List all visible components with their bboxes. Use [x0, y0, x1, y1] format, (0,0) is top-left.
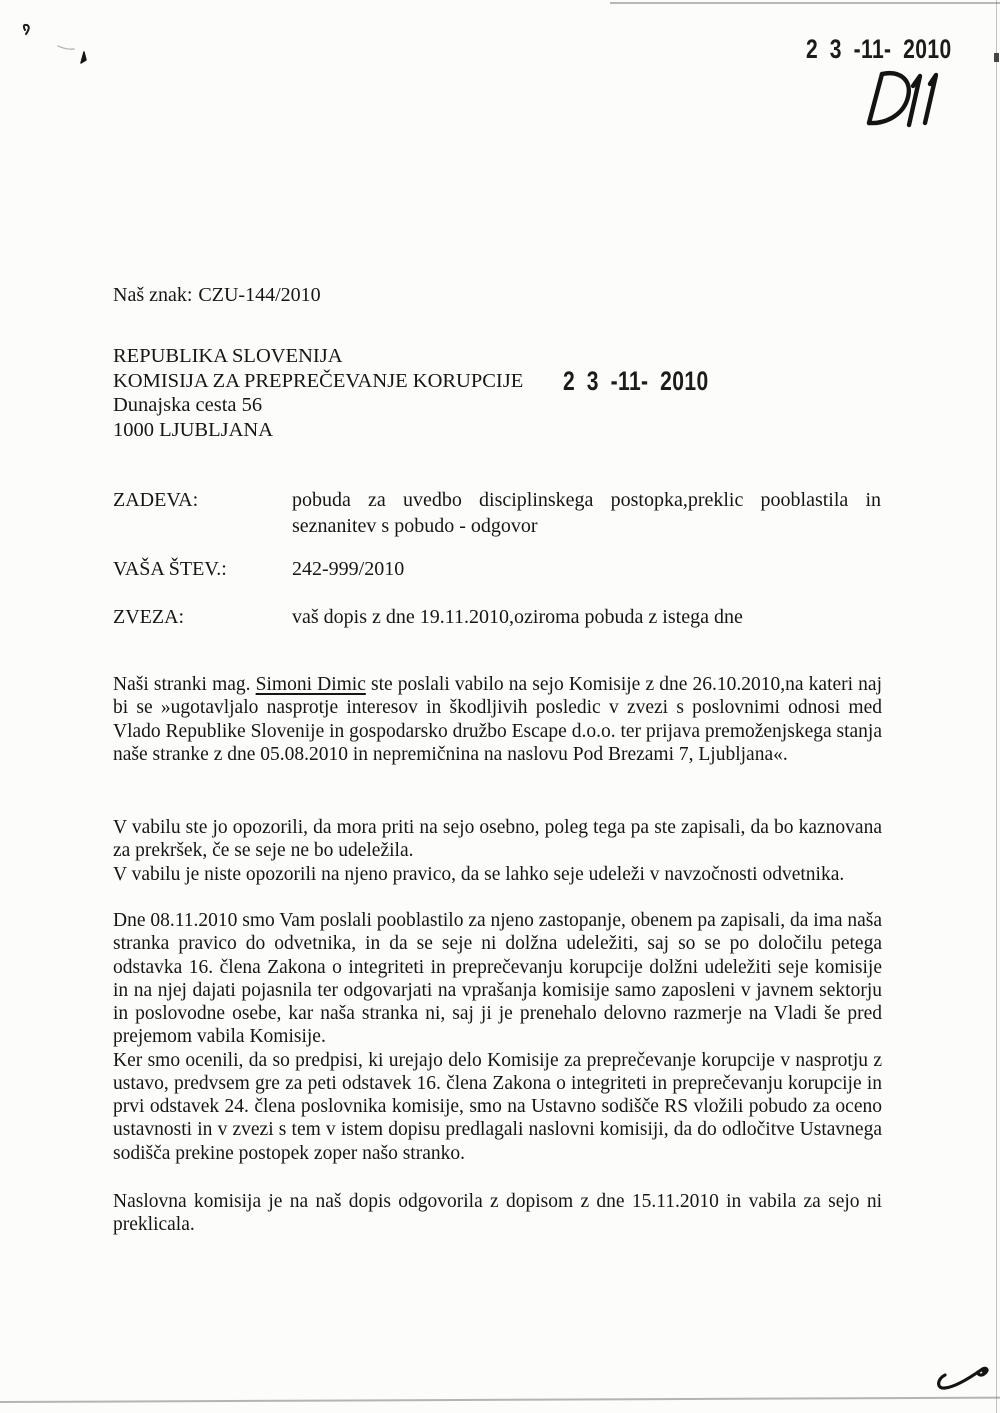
- reference-number: [113, 284, 321, 307]
- client-name-underlined: Simoni Dimic: [255, 674, 366, 695]
- reference-label: Naš znak:: [113, 284, 193, 306]
- recipient-country: REPUBLIKA SLOVENIJA: [113, 345, 343, 367]
- paragraph-warning: [113, 816, 882, 886]
- paragraph-authorization-text: Dne 08.11.2010 smo Vam poslali pooblastilo za njeno zastopanje, obenem pa zapisali, da ima naša stranka pravico do odvetnika, in da se seje ni dolžna udeležiti, saj so se po določilu petega odstavka 16. člena Zakona o integriteti in preprečevanju korupcije dolžni udeležiti seje komisije in na njej dajati pojasnila ter odgovarjati na vprašanja komisije samo zaposleni v javnem sektorju in poslovodne osebe, kar naša stranka ni, saj ji je prenehalo delovno razmerje na Vladi še pred prejemom vabila Komisije.: [113, 910, 882, 1048]
- field-row-subject: [113, 487, 881, 539]
- paragraph-closing: [113, 1190, 882, 1237]
- subject-value: pobuda za uvedbo disciplinskega postopka,preklic pooblastila in seznanitev s pobudo - odgovor: [292, 489, 881, 537]
- letter-fields: [113, 487, 881, 630]
- your-number-label: VAŠA ŠTEV.:: [113, 558, 227, 580]
- reference-value: CZU-144/2010: [198, 284, 321, 306]
- scan-edge-right: [996, 0, 998, 1413]
- recipient-city: 1000 LJUBLJANA: [113, 418, 274, 441]
- paragraph-authorization: [113, 909, 882, 1165]
- recipient-address: [113, 344, 523, 442]
- scan-edge-bottom: [0, 1397, 1000, 1403]
- scan-edge-right-dash: [994, 53, 999, 62]
- date-stamp-received: 2 3 -11- 2010: [563, 366, 709, 396]
- your-number-value: 242-999/2010: [292, 558, 405, 580]
- paragraph-closing-text: Naslovna komisija je na naš dopis odgovorila z dopisom z dne 15.11.2010 in vabila za sejo ni preklicala.: [113, 1191, 882, 1236]
- handwritten-initial-squiggle: [932, 1362, 994, 1398]
- ink-specks: [0, 18, 110, 78]
- field-row-your-number: [113, 556, 881, 582]
- paragraph-warning-line2: V vabilu je niste opozorili na njeno pravico, da se lahko seje udeleži v navzočnosti odvetnika.: [113, 863, 845, 885]
- reference-field-label: ZVEZA:: [113, 606, 185, 628]
- paragraph-warning-line1: V vabilu ste jo opozorili, da mora priti na sejo osebno, poleg tega pa ste zapisali, da bo kaznovana za prekršek, če se seje ne bo udeležila.: [113, 817, 882, 862]
- handwritten-d11-mark: [856, 68, 938, 130]
- paragraph-invitation-suffix: ste poslali vabilo na sejo Komisije z dne 26.10.2010,na kateri naj bi se »ugotavljalo nasprotje interesov in škodljivih posledic v zvezi s poslovnimi odnosi med Vlado Republike Slovenije in gospodarsko družbo Escape d.o.o. ter prijava premoženjskega stanja naše stranke z dne 05.08.2010 in nepremičnina na naslovu Pod Brezami 7, Ljubljana«.: [113, 674, 882, 765]
- date-stamp-top: 2 3 -11- 2010: [806, 34, 952, 64]
- paragraph-constitutional-review: Ker smo ocenili, da so predpisi, ki urejajo delo Komisije za preprečevanje korupcije v nasprotju z ustavo, predvsem gre za peti odstavek 16. člena Zakona o integriteti in preprečevanju korupcije in prvi odstavek 24. člena poslovnika komisije, smo na Ustavno sodišče RS vložili pobudo za oceno ustavnosti in v zvezi s tem v istem dopisu predlagali naslovni komisiji, da do odločitve Ustavnega sodišča prekine postopek zoper našo stranko.: [113, 1049, 882, 1164]
- paragraph-invitation-prefix: Naši stranki mag.: [113, 674, 256, 695]
- recipient-street: Dunajska cesta 56: [113, 394, 263, 417]
- subject-label: ZADEVA:: [113, 489, 199, 511]
- reference-field-value: vaš dopis z dne 19.11.2010,oziroma pobuda z istega dne: [292, 606, 743, 628]
- paragraph-invitation: [113, 673, 882, 766]
- recipient-organization: KOMISIJA ZA PREPREČEVANJE KORUPCIJE: [113, 369, 524, 392]
- field-row-reference: [113, 604, 881, 630]
- scan-edge-top: [610, 2, 1000, 4]
